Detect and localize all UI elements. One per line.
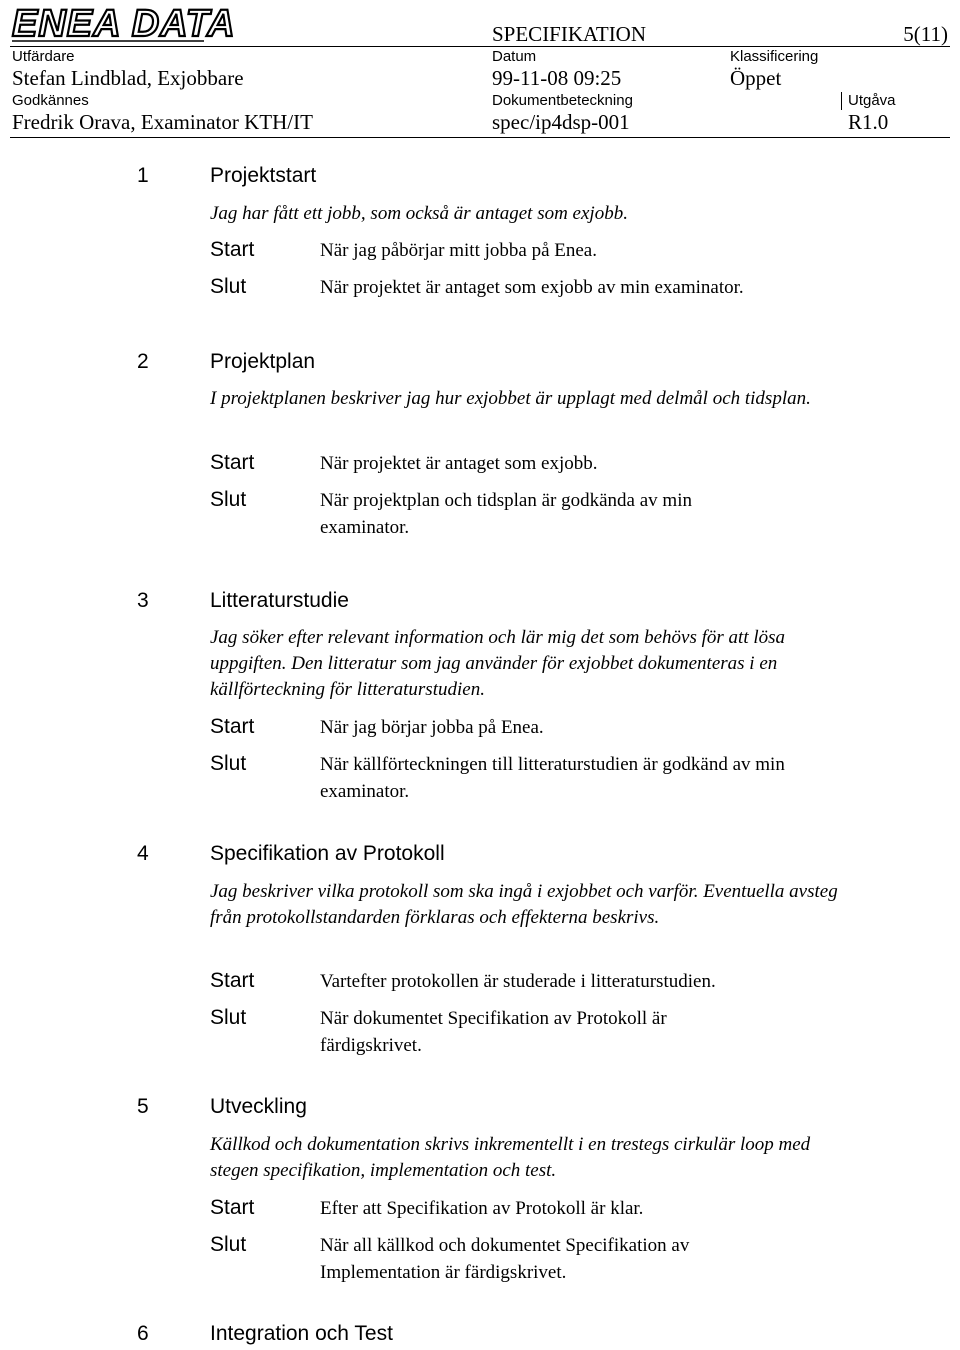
start-label: Start bbox=[210, 715, 255, 738]
issuer-label: Utfärdare bbox=[12, 48, 75, 65]
start-text: Vartefter protokollen är studerade i litteraturstudien. bbox=[320, 971, 716, 992]
section-title: Projektstart bbox=[210, 164, 317, 187]
document-type: SPECIFIKATION bbox=[492, 22, 647, 46]
section-number: 3 bbox=[137, 589, 149, 612]
end-text: När källförteckningen till litteraturstudien är godkänd av min examinator. bbox=[320, 754, 785, 802]
start-label: Start bbox=[210, 238, 255, 261]
section-number: 4 bbox=[137, 842, 149, 865]
section-number: 5 bbox=[137, 1095, 149, 1118]
section-title: Specifikation av Protokoll bbox=[210, 842, 445, 865]
end-label: Slut bbox=[210, 488, 247, 511]
end-text: När projektplan och tidsplan är godkända av min examinator. bbox=[320, 490, 692, 538]
approver-label: Godkännes bbox=[12, 92, 89, 109]
issuer-value: Stefan Lindblad, Exjobbare bbox=[12, 66, 244, 90]
section-number: 6 bbox=[137, 1322, 149, 1345]
edition-label: Utgåva bbox=[848, 92, 896, 109]
approver-value: Fredrik Orava, Examinator KTH/IT bbox=[12, 110, 313, 134]
edition-value: R1.0 bbox=[848, 110, 889, 134]
start-label: Start bbox=[210, 1196, 255, 1219]
section-title: Integration och Test bbox=[210, 1322, 393, 1345]
classification-value: Öppet bbox=[730, 66, 782, 90]
page-number: 5(11) bbox=[903, 22, 948, 46]
section-intro: Jag har fått ett jobb, som också är antaget som exjobb. bbox=[210, 203, 628, 224]
svg-text:ENEA DATA: ENEA DATA bbox=[12, 3, 236, 45]
start-text: Efter att Specifikation av Protokoll är klar. bbox=[320, 1198, 644, 1219]
docref-value: spec/ip4dsp-001 bbox=[492, 110, 630, 134]
section-title: Litteraturstudie bbox=[210, 589, 349, 612]
section-intro: Källkod och dokumentation skrivs inkrementellt i en trestegs cirkulär loop med stegen specifikation, implementation och test. bbox=[210, 1134, 811, 1181]
start-label: Start bbox=[210, 451, 255, 474]
end-text: När all källkod och dokumentet Specifikation av Implementation är färdigskrivet. bbox=[320, 1235, 690, 1283]
section-number: 2 bbox=[137, 350, 149, 373]
end-label: Slut bbox=[210, 275, 247, 298]
section-intro: I projektplanen beskriver jag hur exjobbet är upplagt med delmål och tidsplan. bbox=[210, 388, 811, 409]
end-text: När projektet är antaget som exjobb av min examinator. bbox=[320, 277, 744, 298]
docref-label: Dokumentbeteckning bbox=[492, 92, 633, 109]
start-text: När projektet är antaget som exjobb. bbox=[320, 453, 598, 474]
end-label: Slut bbox=[210, 1006, 247, 1029]
classification-label: Klassificering bbox=[730, 48, 819, 65]
end-text: När dokumentet Specifikation av Protokoll är färdigskrivet. bbox=[320, 1008, 667, 1056]
header-rule bbox=[10, 46, 950, 47]
header-bottom-rule bbox=[10, 137, 950, 138]
end-label: Slut bbox=[210, 752, 247, 775]
start-text: När jag påbörjar mitt jobba på Enea. bbox=[320, 240, 597, 261]
section-number: 1 bbox=[137, 164, 149, 187]
enea-data-logo bbox=[10, 2, 236, 45]
section-title: Projektplan bbox=[210, 350, 316, 373]
end-label: Slut bbox=[210, 1233, 247, 1256]
section-intro: Jag beskriver vilka protokoll som ska ingå i exjobbet och varför. Eventuella avsteg från protokollstandarden förklaras och effekterna beskrivs. bbox=[210, 881, 838, 928]
start-text: När jag börjar jobba på Enea. bbox=[320, 717, 544, 738]
section-intro: Jag söker efter relevant information och lär mig det som behövs för att lösa uppgiften. Den litteratur som jag använder för exjobbet dokumenteras i en källförteckning för litteraturstudien. bbox=[210, 627, 786, 700]
start-label: Start bbox=[210, 969, 255, 992]
date-label: Datum bbox=[492, 48, 537, 65]
section-title: Utveckling bbox=[210, 1095, 307, 1118]
date-value: 99-11-08 09:25 bbox=[492, 66, 622, 90]
edition-separator bbox=[841, 92, 842, 110]
